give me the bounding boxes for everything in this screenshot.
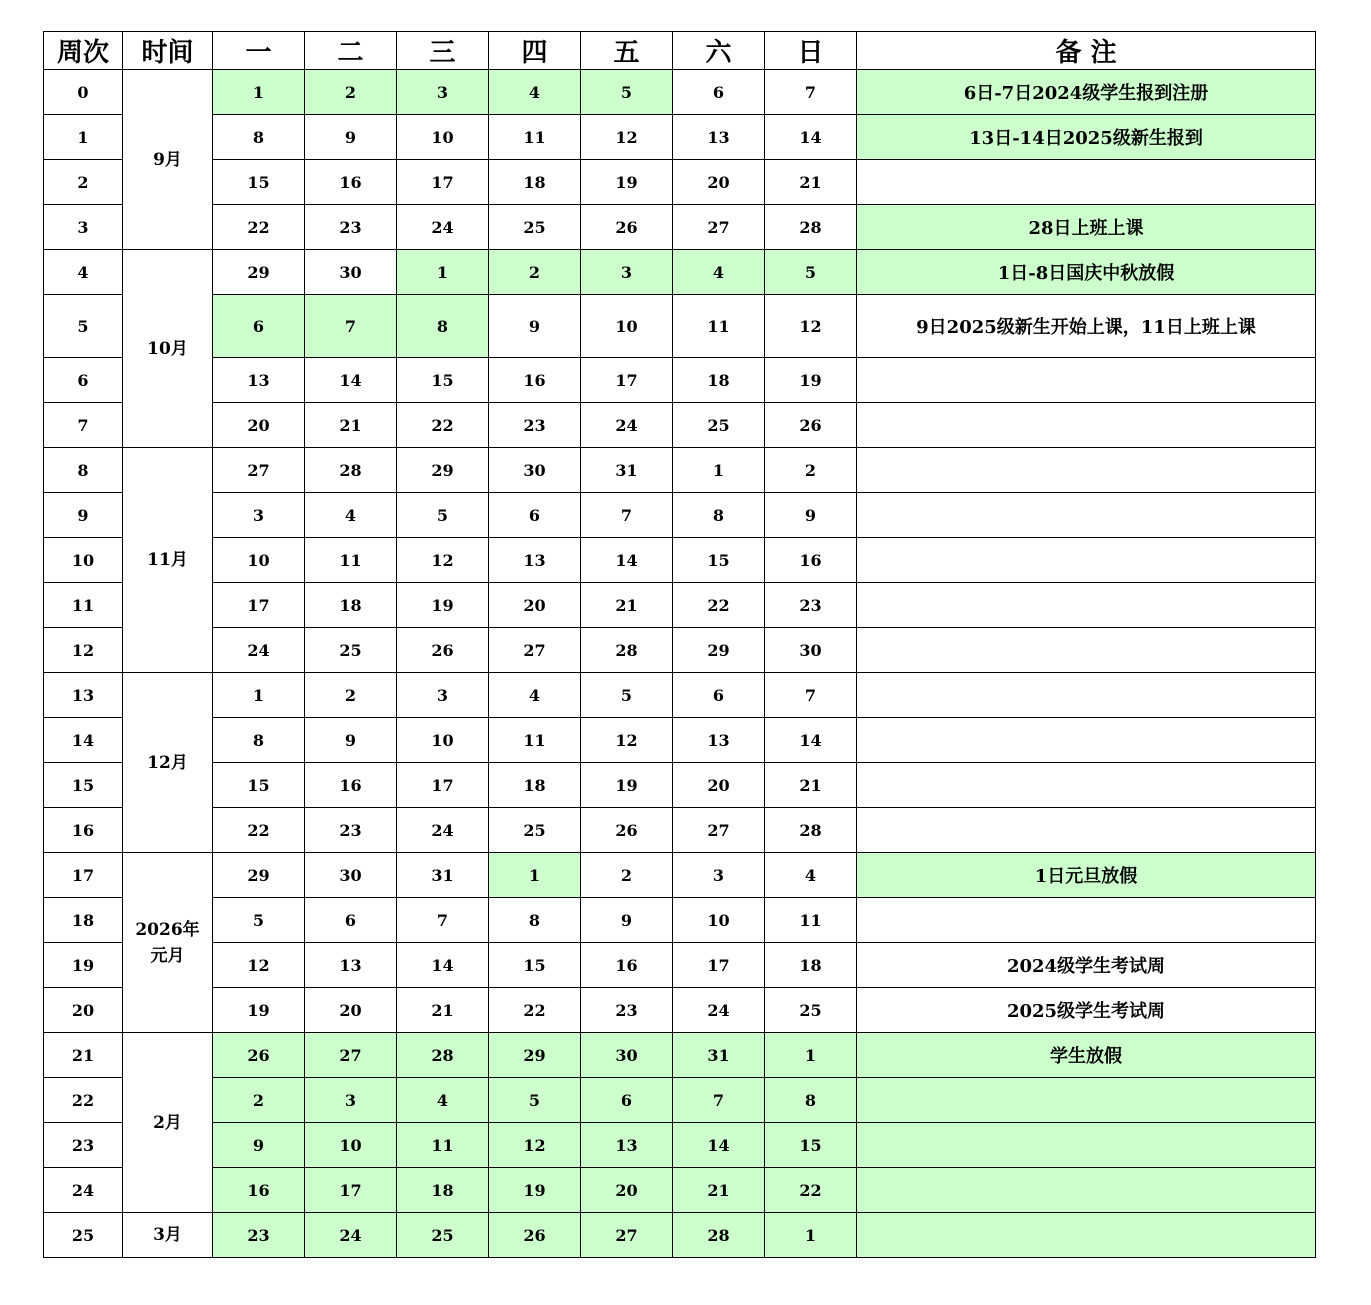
day-cell-sun: 11: [765, 898, 857, 943]
day-cell-thu: 26: [489, 1213, 581, 1258]
day-cell-sun: 26: [765, 403, 857, 448]
day-cell-mon: 22: [213, 808, 305, 853]
day-cell-sat: 20: [673, 160, 765, 205]
day-cell-tue: 14: [305, 358, 397, 403]
day-cell-mon: 9: [213, 1123, 305, 1168]
day-cell-sun: 14: [765, 115, 857, 160]
note-cell: [857, 493, 1316, 538]
day-cell-wed: 24: [397, 205, 489, 250]
day-cell-mon: 29: [213, 250, 305, 295]
day-cell-sun: 9: [765, 493, 857, 538]
day-cell-fri: 27: [581, 1213, 673, 1258]
day-cell-tue: 18: [305, 583, 397, 628]
note-cell: [857, 808, 1316, 853]
day-cell-thu: 27: [489, 628, 581, 673]
day-cell-wed: 24: [397, 808, 489, 853]
note-cell: [857, 673, 1316, 718]
week-number: 4: [44, 250, 123, 295]
week-row: [44, 538, 1316, 583]
day-cell-wed: 15: [397, 358, 489, 403]
day-cell-wed: 31: [397, 853, 489, 898]
day-cell-thu: 11: [489, 718, 581, 763]
week-row: [44, 943, 1316, 988]
day-cell-mon: 5: [213, 898, 305, 943]
day-cell-sat: 4: [673, 250, 765, 295]
day-cell-mon: 8: [213, 718, 305, 763]
day-cell-tue: 7: [305, 295, 397, 358]
day-cell-thu: 1: [489, 853, 581, 898]
month-label: [123, 673, 213, 853]
day-cell-mon: 17: [213, 583, 305, 628]
week-row: [44, 718, 1316, 763]
header-thu: 四: [489, 32, 581, 70]
day-cell-wed: 26: [397, 628, 489, 673]
note-cell: [857, 538, 1316, 583]
month-label: [123, 1033, 213, 1213]
day-cell-sun: 18: [765, 943, 857, 988]
header-row: [44, 32, 1316, 70]
week-row: [44, 988, 1316, 1033]
week-number: 18: [44, 898, 123, 943]
day-cell-tue: 16: [305, 160, 397, 205]
day-cell-thu: 19: [489, 1168, 581, 1213]
day-cell-fri: 16: [581, 943, 673, 988]
day-cell-sat: 13: [673, 718, 765, 763]
week-number: 3: [44, 205, 123, 250]
day-cell-tue: 10: [305, 1123, 397, 1168]
note-cell: 1日元旦放假: [857, 853, 1316, 898]
note-cell: 13日-14日2025级新生报到: [857, 115, 1316, 160]
day-cell-wed: 17: [397, 160, 489, 205]
week-row: [44, 1078, 1316, 1123]
day-cell-sun: 2: [765, 448, 857, 493]
day-cell-fri: 19: [581, 160, 673, 205]
day-cell-sun: 16: [765, 538, 857, 583]
day-cell-sun: 1: [765, 1213, 857, 1258]
day-cell-thu: 29: [489, 1033, 581, 1078]
header-fri: 五: [581, 32, 673, 70]
day-cell-wed: 8: [397, 295, 489, 358]
week-row: [44, 1033, 1316, 1078]
week-row: [44, 898, 1316, 943]
day-cell-sat: 10: [673, 898, 765, 943]
note-cell: [857, 583, 1316, 628]
note-cell: [857, 448, 1316, 493]
week-number: 2: [44, 160, 123, 205]
day-cell-thu: 18: [489, 160, 581, 205]
day-cell-fri: 23: [581, 988, 673, 1033]
note-cell: [857, 1078, 1316, 1123]
note-cell: [857, 763, 1316, 808]
week-row: [44, 448, 1316, 493]
day-cell-sat: 13: [673, 115, 765, 160]
day-cell-fri: 26: [581, 808, 673, 853]
day-cell-thu: 8: [489, 898, 581, 943]
day-cell-thu: 4: [489, 70, 581, 115]
week-row: [44, 1123, 1316, 1168]
week-number: 17: [44, 853, 123, 898]
day-cell-tue: 30: [305, 853, 397, 898]
day-cell-sat: 27: [673, 205, 765, 250]
day-cell-fri: 10: [581, 295, 673, 358]
day-cell-thu: 30: [489, 448, 581, 493]
month-label: [123, 853, 213, 1033]
week-row: [44, 160, 1316, 205]
day-cell-sun: 21: [765, 160, 857, 205]
day-cell-tue: 6: [305, 898, 397, 943]
day-cell-wed: 12: [397, 538, 489, 583]
month-label-text: 11月: [147, 550, 188, 570]
week-number: 16: [44, 808, 123, 853]
day-cell-sat: 1: [673, 448, 765, 493]
day-cell-mon: 6: [213, 295, 305, 358]
week-number: 6: [44, 358, 123, 403]
note-cell: [857, 358, 1316, 403]
note-cell: 2025级学生考试周: [857, 988, 1316, 1033]
day-cell-mon: 20: [213, 403, 305, 448]
week-number: 10: [44, 538, 123, 583]
day-cell-wed: 28: [397, 1033, 489, 1078]
week-row: [44, 673, 1316, 718]
day-cell-fri: 17: [581, 358, 673, 403]
note-cell: 1日-8日国庆中秋放假: [857, 250, 1316, 295]
day-cell-sat: 29: [673, 628, 765, 673]
day-cell-wed: 21: [397, 988, 489, 1033]
day-cell-thu: 20: [489, 583, 581, 628]
month-label-text: 10月: [147, 338, 188, 359]
month-label-text: 2月: [153, 1112, 182, 1133]
month-label-text: 9月: [153, 149, 182, 170]
day-cell-sun: 7: [765, 673, 857, 718]
day-cell-mon: 1: [213, 673, 305, 718]
day-cell-mon: 8: [213, 115, 305, 160]
day-cell-sat: 8: [673, 493, 765, 538]
week-row: [44, 403, 1316, 448]
day-cell-thu: 15: [489, 943, 581, 988]
day-cell-tue: 13: [305, 943, 397, 988]
day-cell-fri: 21: [581, 583, 673, 628]
note-cell: 6日-7日2024级学生报到注册: [857, 70, 1316, 115]
school-calendar-table: [43, 31, 1316, 1258]
day-cell-fri: 19: [581, 763, 673, 808]
week-row: [44, 358, 1316, 403]
header-sun: 日: [765, 32, 857, 70]
week-number: 14: [44, 718, 123, 763]
day-cell-thu: 16: [489, 358, 581, 403]
day-cell-fri: 2: [581, 853, 673, 898]
day-cell-tue: 21: [305, 403, 397, 448]
day-cell-thu: 4: [489, 673, 581, 718]
week-number: 12: [44, 628, 123, 673]
day-cell-mon: 10: [213, 538, 305, 583]
day-cell-mon: 12: [213, 943, 305, 988]
day-cell-sun: 14: [765, 718, 857, 763]
note-cell: [857, 718, 1316, 763]
day-cell-thu: 5: [489, 1078, 581, 1123]
note-cell: [857, 1168, 1316, 1213]
day-cell-sat: 3: [673, 853, 765, 898]
note-cell: 28日上班上课: [857, 205, 1316, 250]
week-row: [44, 763, 1316, 808]
day-cell-fri: 5: [581, 673, 673, 718]
day-cell-sun: 19: [765, 358, 857, 403]
week-number: 22: [44, 1078, 123, 1123]
day-cell-sat: 25: [673, 403, 765, 448]
day-cell-sat: 6: [673, 673, 765, 718]
day-cell-wed: 17: [397, 763, 489, 808]
week-number: 21: [44, 1033, 123, 1078]
day-cell-wed: 10: [397, 718, 489, 763]
note-cell: [857, 403, 1316, 448]
day-cell-thu: 18: [489, 763, 581, 808]
day-cell-thu: 25: [489, 808, 581, 853]
note-cell: [857, 1123, 1316, 1168]
day-cell-fri: 9: [581, 898, 673, 943]
day-cell-mon: 2: [213, 1078, 305, 1123]
note-cell: 9日2025级新生开始上课，11日上班上课: [857, 295, 1316, 358]
day-cell-sat: 18: [673, 358, 765, 403]
day-cell-tue: 25: [305, 628, 397, 673]
month-label-text: 3月: [153, 1225, 182, 1245]
day-cell-tue: 17: [305, 1168, 397, 1213]
week-number: 9: [44, 493, 123, 538]
day-cell-sun: 22: [765, 1168, 857, 1213]
day-cell-mon: 22: [213, 205, 305, 250]
day-cell-sat: 14: [673, 1123, 765, 1168]
week-number: 13: [44, 673, 123, 718]
day-cell-sat: 20: [673, 763, 765, 808]
day-cell-tue: 9: [305, 115, 397, 160]
day-cell-sat: 31: [673, 1033, 765, 1078]
day-cell-fri: 26: [581, 205, 673, 250]
day-cell-fri: 14: [581, 538, 673, 583]
day-cell-wed: 11: [397, 1123, 489, 1168]
day-cell-tue: 28: [305, 448, 397, 493]
day-cell-wed: 10: [397, 115, 489, 160]
day-cell-fri: 3: [581, 250, 673, 295]
day-cell-mon: 23: [213, 1213, 305, 1258]
week-number: 5: [44, 295, 123, 358]
day-cell-wed: 3: [397, 673, 489, 718]
day-cell-tue: 2: [305, 673, 397, 718]
header-wed: 三: [397, 32, 489, 70]
day-cell-fri: 31: [581, 448, 673, 493]
day-cell-mon: 16: [213, 1168, 305, 1213]
week-number: 25: [44, 1213, 123, 1258]
day-cell-sun: 15: [765, 1123, 857, 1168]
day-cell-sun: 28: [765, 205, 857, 250]
day-cell-sun: 4: [765, 853, 857, 898]
day-cell-sun: 21: [765, 763, 857, 808]
day-cell-fri: 24: [581, 403, 673, 448]
day-cell-wed: 14: [397, 943, 489, 988]
header-sat: 六: [673, 32, 765, 70]
note-cell: [857, 160, 1316, 205]
week-number: 0: [44, 70, 123, 115]
day-cell-wed: 4: [397, 1078, 489, 1123]
day-cell-tue: 11: [305, 538, 397, 583]
week-number: 24: [44, 1168, 123, 1213]
day-cell-sun: 5: [765, 250, 857, 295]
week-number: 20: [44, 988, 123, 1033]
day-cell-fri: 5: [581, 70, 673, 115]
day-cell-thu: 6: [489, 493, 581, 538]
day-cell-mon: 24: [213, 628, 305, 673]
week-number: 15: [44, 763, 123, 808]
day-cell-tue: 2: [305, 70, 397, 115]
day-cell-fri: 30: [581, 1033, 673, 1078]
day-cell-thu: 12: [489, 1123, 581, 1168]
week-number: 8: [44, 448, 123, 493]
header-note: 备 注: [857, 32, 1316, 70]
header-tue: 二: [305, 32, 397, 70]
month-label-text: 2026年: [135, 919, 200, 940]
day-cell-tue: 23: [305, 808, 397, 853]
week-row: [44, 250, 1316, 295]
month-label: [123, 70, 213, 250]
month-label: [123, 448, 213, 673]
month-label-text: 12月: [147, 752, 188, 773]
header-mon: 一: [213, 32, 305, 70]
day-cell-wed: 25: [397, 1213, 489, 1258]
note-cell: [857, 898, 1316, 943]
day-cell-wed: 18: [397, 1168, 489, 1213]
day-cell-sun: 23: [765, 583, 857, 628]
week-row: [44, 808, 1316, 853]
day-cell-wed: 7: [397, 898, 489, 943]
day-cell-mon: 1: [213, 70, 305, 115]
day-cell-tue: 20: [305, 988, 397, 1033]
day-cell-sun: 7: [765, 70, 857, 115]
day-cell-tue: 30: [305, 250, 397, 295]
day-cell-fri: 6: [581, 1078, 673, 1123]
day-cell-sat: 15: [673, 538, 765, 583]
day-cell-mon: 13: [213, 358, 305, 403]
day-cell-fri: 7: [581, 493, 673, 538]
day-cell-tue: 24: [305, 1213, 397, 1258]
week-row: [44, 115, 1316, 160]
month-label: [123, 250, 213, 448]
day-cell-sun: 25: [765, 988, 857, 1033]
day-cell-thu: 13: [489, 538, 581, 583]
day-cell-tue: 27: [305, 1033, 397, 1078]
day-cell-thu: 22: [489, 988, 581, 1033]
day-cell-thu: 9: [489, 295, 581, 358]
day-cell-sat: 6: [673, 70, 765, 115]
week-row: [44, 70, 1316, 115]
day-cell-sat: 17: [673, 943, 765, 988]
week-row: [44, 205, 1316, 250]
day-cell-sat: 24: [673, 988, 765, 1033]
day-cell-wed: 22: [397, 403, 489, 448]
week-row: [44, 493, 1316, 538]
day-cell-wed: 19: [397, 583, 489, 628]
day-cell-sun: 8: [765, 1078, 857, 1123]
note-cell: [857, 628, 1316, 673]
day-cell-sun: 12: [765, 295, 857, 358]
day-cell-fri: 28: [581, 628, 673, 673]
day-cell-sat: 7: [673, 1078, 765, 1123]
note-cell: 学生放假: [857, 1033, 1316, 1078]
day-cell-tue: 16: [305, 763, 397, 808]
week-row: [44, 628, 1316, 673]
day-cell-thu: 25: [489, 205, 581, 250]
calendar-body: [44, 70, 1316, 1258]
day-cell-sun: 28: [765, 808, 857, 853]
day-cell-sun: 1: [765, 1033, 857, 1078]
week-number: 23: [44, 1123, 123, 1168]
day-cell-thu: 2: [489, 250, 581, 295]
day-cell-mon: 29: [213, 853, 305, 898]
day-cell-tue: 3: [305, 1078, 397, 1123]
day-cell-sat: 21: [673, 1168, 765, 1213]
week-row: [44, 295, 1316, 358]
note-cell: 2024级学生考试周: [857, 943, 1316, 988]
day-cell-wed: 3: [397, 70, 489, 115]
day-cell-wed: 5: [397, 493, 489, 538]
month-label: [123, 1213, 213, 1258]
day-cell-thu: 23: [489, 403, 581, 448]
day-cell-sat: 22: [673, 583, 765, 628]
header-week: 周次: [44, 32, 123, 70]
day-cell-tue: 9: [305, 718, 397, 763]
week-row: [44, 1213, 1316, 1258]
day-cell-mon: 15: [213, 160, 305, 205]
header-time: 时间: [123, 32, 213, 70]
day-cell-fri: 12: [581, 115, 673, 160]
day-cell-mon: 27: [213, 448, 305, 493]
week-number: 1: [44, 115, 123, 160]
note-cell: [857, 1213, 1316, 1258]
day-cell-mon: 15: [213, 763, 305, 808]
day-cell-fri: 12: [581, 718, 673, 763]
day-cell-tue: 23: [305, 205, 397, 250]
month-label-text: 元月: [150, 945, 185, 966]
day-cell-mon: 3: [213, 493, 305, 538]
day-cell-sun: 30: [765, 628, 857, 673]
day-cell-wed: 29: [397, 448, 489, 493]
day-cell-thu: 11: [489, 115, 581, 160]
day-cell-sat: 11: [673, 295, 765, 358]
day-cell-tue: 4: [305, 493, 397, 538]
day-cell-sat: 27: [673, 808, 765, 853]
day-cell-wed: 1: [397, 250, 489, 295]
day-cell-mon: 19: [213, 988, 305, 1033]
day-cell-fri: 13: [581, 1123, 673, 1168]
day-cell-fri: 20: [581, 1168, 673, 1213]
week-row: [44, 1168, 1316, 1213]
week-row: [44, 853, 1316, 898]
day-cell-sat: 28: [673, 1213, 765, 1258]
week-number: 11: [44, 583, 123, 628]
day-cell-mon: 26: [213, 1033, 305, 1078]
week-number: 19: [44, 943, 123, 988]
week-row: [44, 583, 1316, 628]
week-number: 7: [44, 403, 123, 448]
